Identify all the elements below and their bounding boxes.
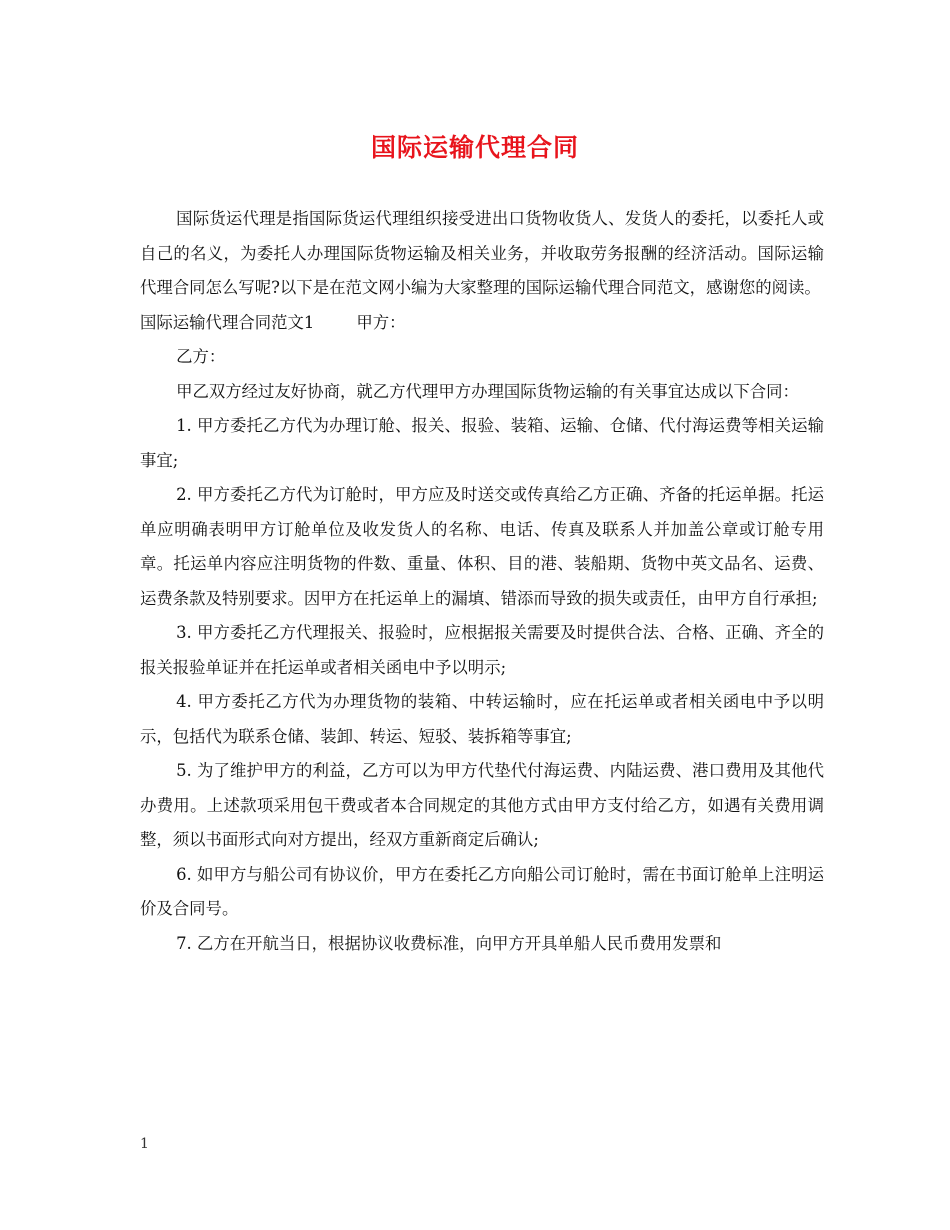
sample-heading: 国际运输代理合同范文1 [140, 312, 315, 332]
clause-5: 5. 为了维护甲方的利益，乙方可以为甲方代垫代付海运费、内陆运费、港口费用及其他代办费用。上述款项采用包干费或者本合同规定的其他方式由甲方支付给乙方，如遇有关费用调整，须以书面形式向对方提出，经双方重新商定后确认; [140, 761, 824, 849]
clause-6: 6. 如甲方与船公司有协议价，甲方在委托乙方向船公司订舱时，需在书面订舱单上注明运价及合同号。 [140, 864, 824, 918]
document-title: 国际运输代理合同 [370, 133, 579, 162]
preamble-paragraph: 甲乙双方经过友好协商，就乙方代理甲方办理国际货物运输的有关事宜达成以下合同： [176, 381, 799, 401]
party-b-label: 乙方： [176, 347, 226, 366]
intro-paragraph: 国际货运代理是指国际货运代理组织接受进出口货物收货人、发货人的委托，以委托人或自己的名义，为委托人办理国际货物运输及相关业务，并收取劳务报酬的经济活动。国际运输代理合同怎么写呢?以下是在范文网小编为大家整理的国际运输代理合同范文，感谢您的阅读。 [140, 209, 824, 297]
sample-heading-line [140, 306, 824, 341]
clause-4: 4. 甲方委托乙方代为办理货物的装箱、中转运输时，应在托运单或者相关函电中予以明示，包括代为联系仓储、装卸、转运、短驳、装拆箱等事宜; [140, 692, 824, 746]
clause-2: 2. 甲方委托乙方代为订舱时，甲方应及时送交或传真给乙方正确、齐备的托运单据。托运单应明确表明甲方订舱单位及收发货人的名称、电话、传真及联系人并加盖公章或订舱专用章。托运单内容应注明货物的件数、重量、体积、目的港、装船期、货物中英文品名、运费、运费条款及特别要求。因甲方在托运单上的漏填、错添而导致的损失或责任，由甲方自行承担; [140, 485, 824, 608]
document-body [140, 202, 824, 961]
clause-1: 1. 甲方委托乙方代为办理订舱、报关、报验、装箱、运输、仓储、代付海运费等相关运输事宜; [140, 416, 824, 470]
page-number: 1 [140, 1136, 149, 1152]
clause-3: 3. 甲方委托乙方代理报关、报验时，应根据报关需要及时提供合法、合格、正确、齐全的报关报验单证并在托运单或者相关函电中予以明示; [140, 623, 824, 677]
clause-7: 7. 乙方在开航当日，根据协议收费标准，向甲方开具单船人民币费用发票和 [176, 933, 722, 953]
party-a-label: 甲方： [356, 312, 406, 332]
